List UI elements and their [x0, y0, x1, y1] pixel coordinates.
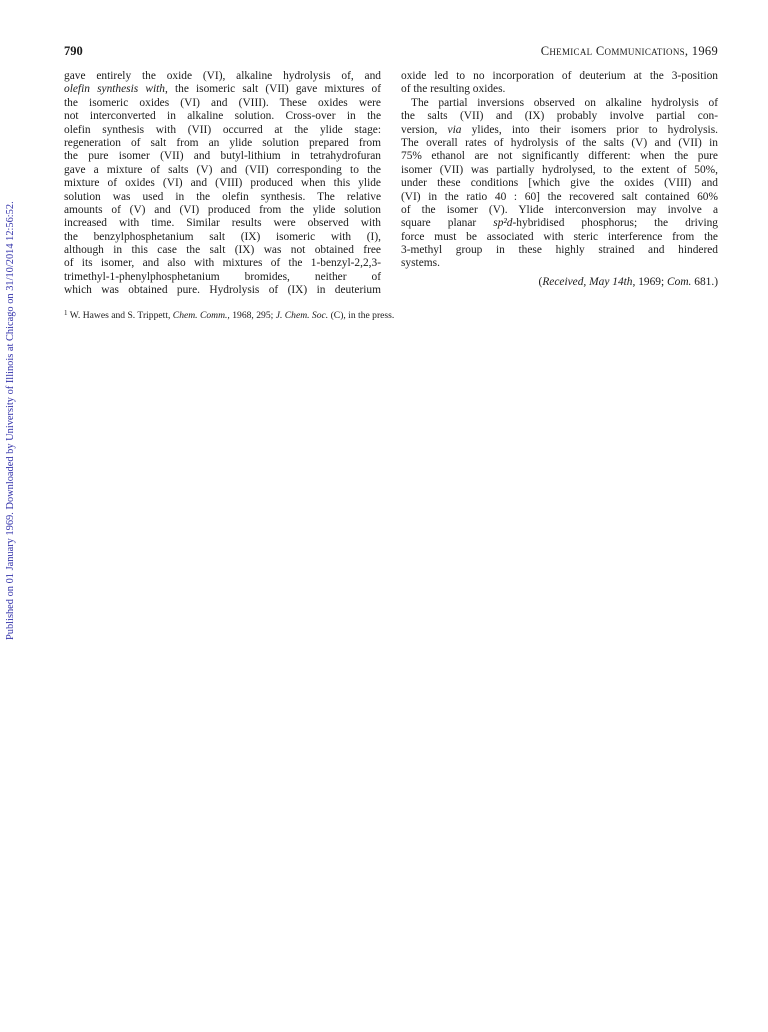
text-line: mixture of oxides (VI) and (VIII) produced when this ylide: [64, 177, 381, 190]
italic-phrase: olefin synthesis with: [64, 83, 165, 96]
italic-phrase: sp²d: [493, 217, 513, 230]
journal-year: 1969: [691, 44, 718, 58]
received-day: 14th,: [612, 276, 636, 288]
received-label: Received,: [542, 276, 587, 288]
text-line: the benzylphosphetanium salt (IX) isomeric with (I),: [64, 230, 381, 243]
text-line: force must be associated with steric interference from the: [401, 230, 718, 243]
right-column: [401, 70, 718, 271]
text-line: amounts of (V) and (VI) produced from the ylide solution: [64, 203, 381, 216]
text-line: of the isomer (V). Ylide interconversion may involve a: [401, 203, 718, 216]
journal-title: [541, 44, 718, 59]
text-line: the salts (VII) and (IX) probably involve partial con-: [401, 110, 718, 123]
text-line: gave entirely the oxide (VI), alkaline hydrolysis of, and: [64, 70, 381, 82]
text-line: of its isomer, and also with mixtures of the 1-benzyl-2,2,3-: [64, 257, 381, 270]
text-line: isomer (VII) was partially hydrolysed, to the extent of 50%,: [401, 163, 718, 176]
footnote-journal: Chem. Comm.,: [172, 310, 230, 321]
text-line: (VI) in the ratio 40 : 60] the recovered salt contained 60%: [401, 190, 718, 203]
text-line: increased with time. Similar results were observed with: [64, 217, 381, 230]
footnote-authors: W. Hawes and S. Trippett,: [69, 310, 171, 321]
text-line: version, via ylides, into their isomers prior to hydrolysis.: [401, 123, 718, 136]
text-line: not interconverted in alkaline solution. Cross-over in the: [64, 110, 381, 123]
text-line: oxide led to no incorporation of deuterium at the 3-position: [401, 70, 718, 82]
text-line: 3-methyl group in these highly strained and hindered: [401, 244, 718, 257]
footnote-marker: 1: [64, 309, 68, 317]
footnote-citation: (C), in the press.: [330, 310, 395, 321]
com-number: 681.): [694, 276, 718, 288]
left-column: [64, 70, 381, 298]
journal-name: Chemical Communications,: [540, 44, 689, 58]
text-line: which was obtained pure. Hydrolysis of (IX) in deuterium: [64, 284, 381, 297]
text-line: although in this case the salt (IX) was not obtained free: [64, 244, 381, 257]
text-line: systems.: [401, 257, 440, 270]
text-line: regeneration of salt from an ylide solution prepared from: [64, 136, 381, 149]
paragraph-start: The partial inversions observed on alkaline hydrolysis of: [411, 96, 718, 109]
com-label: Com.: [667, 276, 692, 288]
footnote-journal: J. Chem. Soc.: [275, 310, 329, 321]
text-line: The overall rates of hydrolysis of the salts (V) and (VII) in: [401, 136, 718, 149]
text-line: olefin synthesis with (VII) occurred at the ylide stage:: [64, 123, 381, 136]
text-line: 75% ethanol are not significantly different: when the pure: [401, 150, 718, 163]
download-watermark: [5, 180, 19, 640]
text-line: the isomeric oxides (VI) and (VIII). These oxides were: [64, 96, 381, 109]
page-number: 790: [64, 44, 83, 58]
text-line: the pure isomer (VII) and butyl-lithium in tetrahydrofuran: [64, 150, 381, 163]
text-line: solution was used in the olefin synthesis. The relative: [64, 190, 381, 203]
footnote: [64, 309, 394, 321]
footnote-citation: 1968, 295;: [232, 310, 274, 321]
text-line: trimethyl-1-phenylphosphetanium bromides, neither of: [64, 270, 381, 283]
text-line: gave a mixture of salts (V) and (VII) corresponding to the: [64, 163, 381, 176]
running-header: [64, 44, 718, 60]
paren: (: [538, 276, 543, 288]
received-date: [539, 276, 718, 288]
text-line: square planar sp²d-hybridised phosphorus; the driving: [401, 217, 719, 230]
download-watermark-text: Published on 01 January 1969. Downloaded by University of Illinois at Chicago on 31/10/2014 12:56:52.: [5, 201, 16, 640]
text-line: of the resulting oxides.: [401, 83, 506, 96]
text-line: under these conditions [which give the oxides (VIII) and: [401, 177, 718, 190]
received-year: 1969;: [638, 276, 665, 288]
text-line: olefin synthesis with, the isomeric salt (VII) gave mixtures of: [64, 83, 381, 96]
italic-phrase: via: [447, 123, 462, 136]
received-month: May: [589, 276, 610, 288]
